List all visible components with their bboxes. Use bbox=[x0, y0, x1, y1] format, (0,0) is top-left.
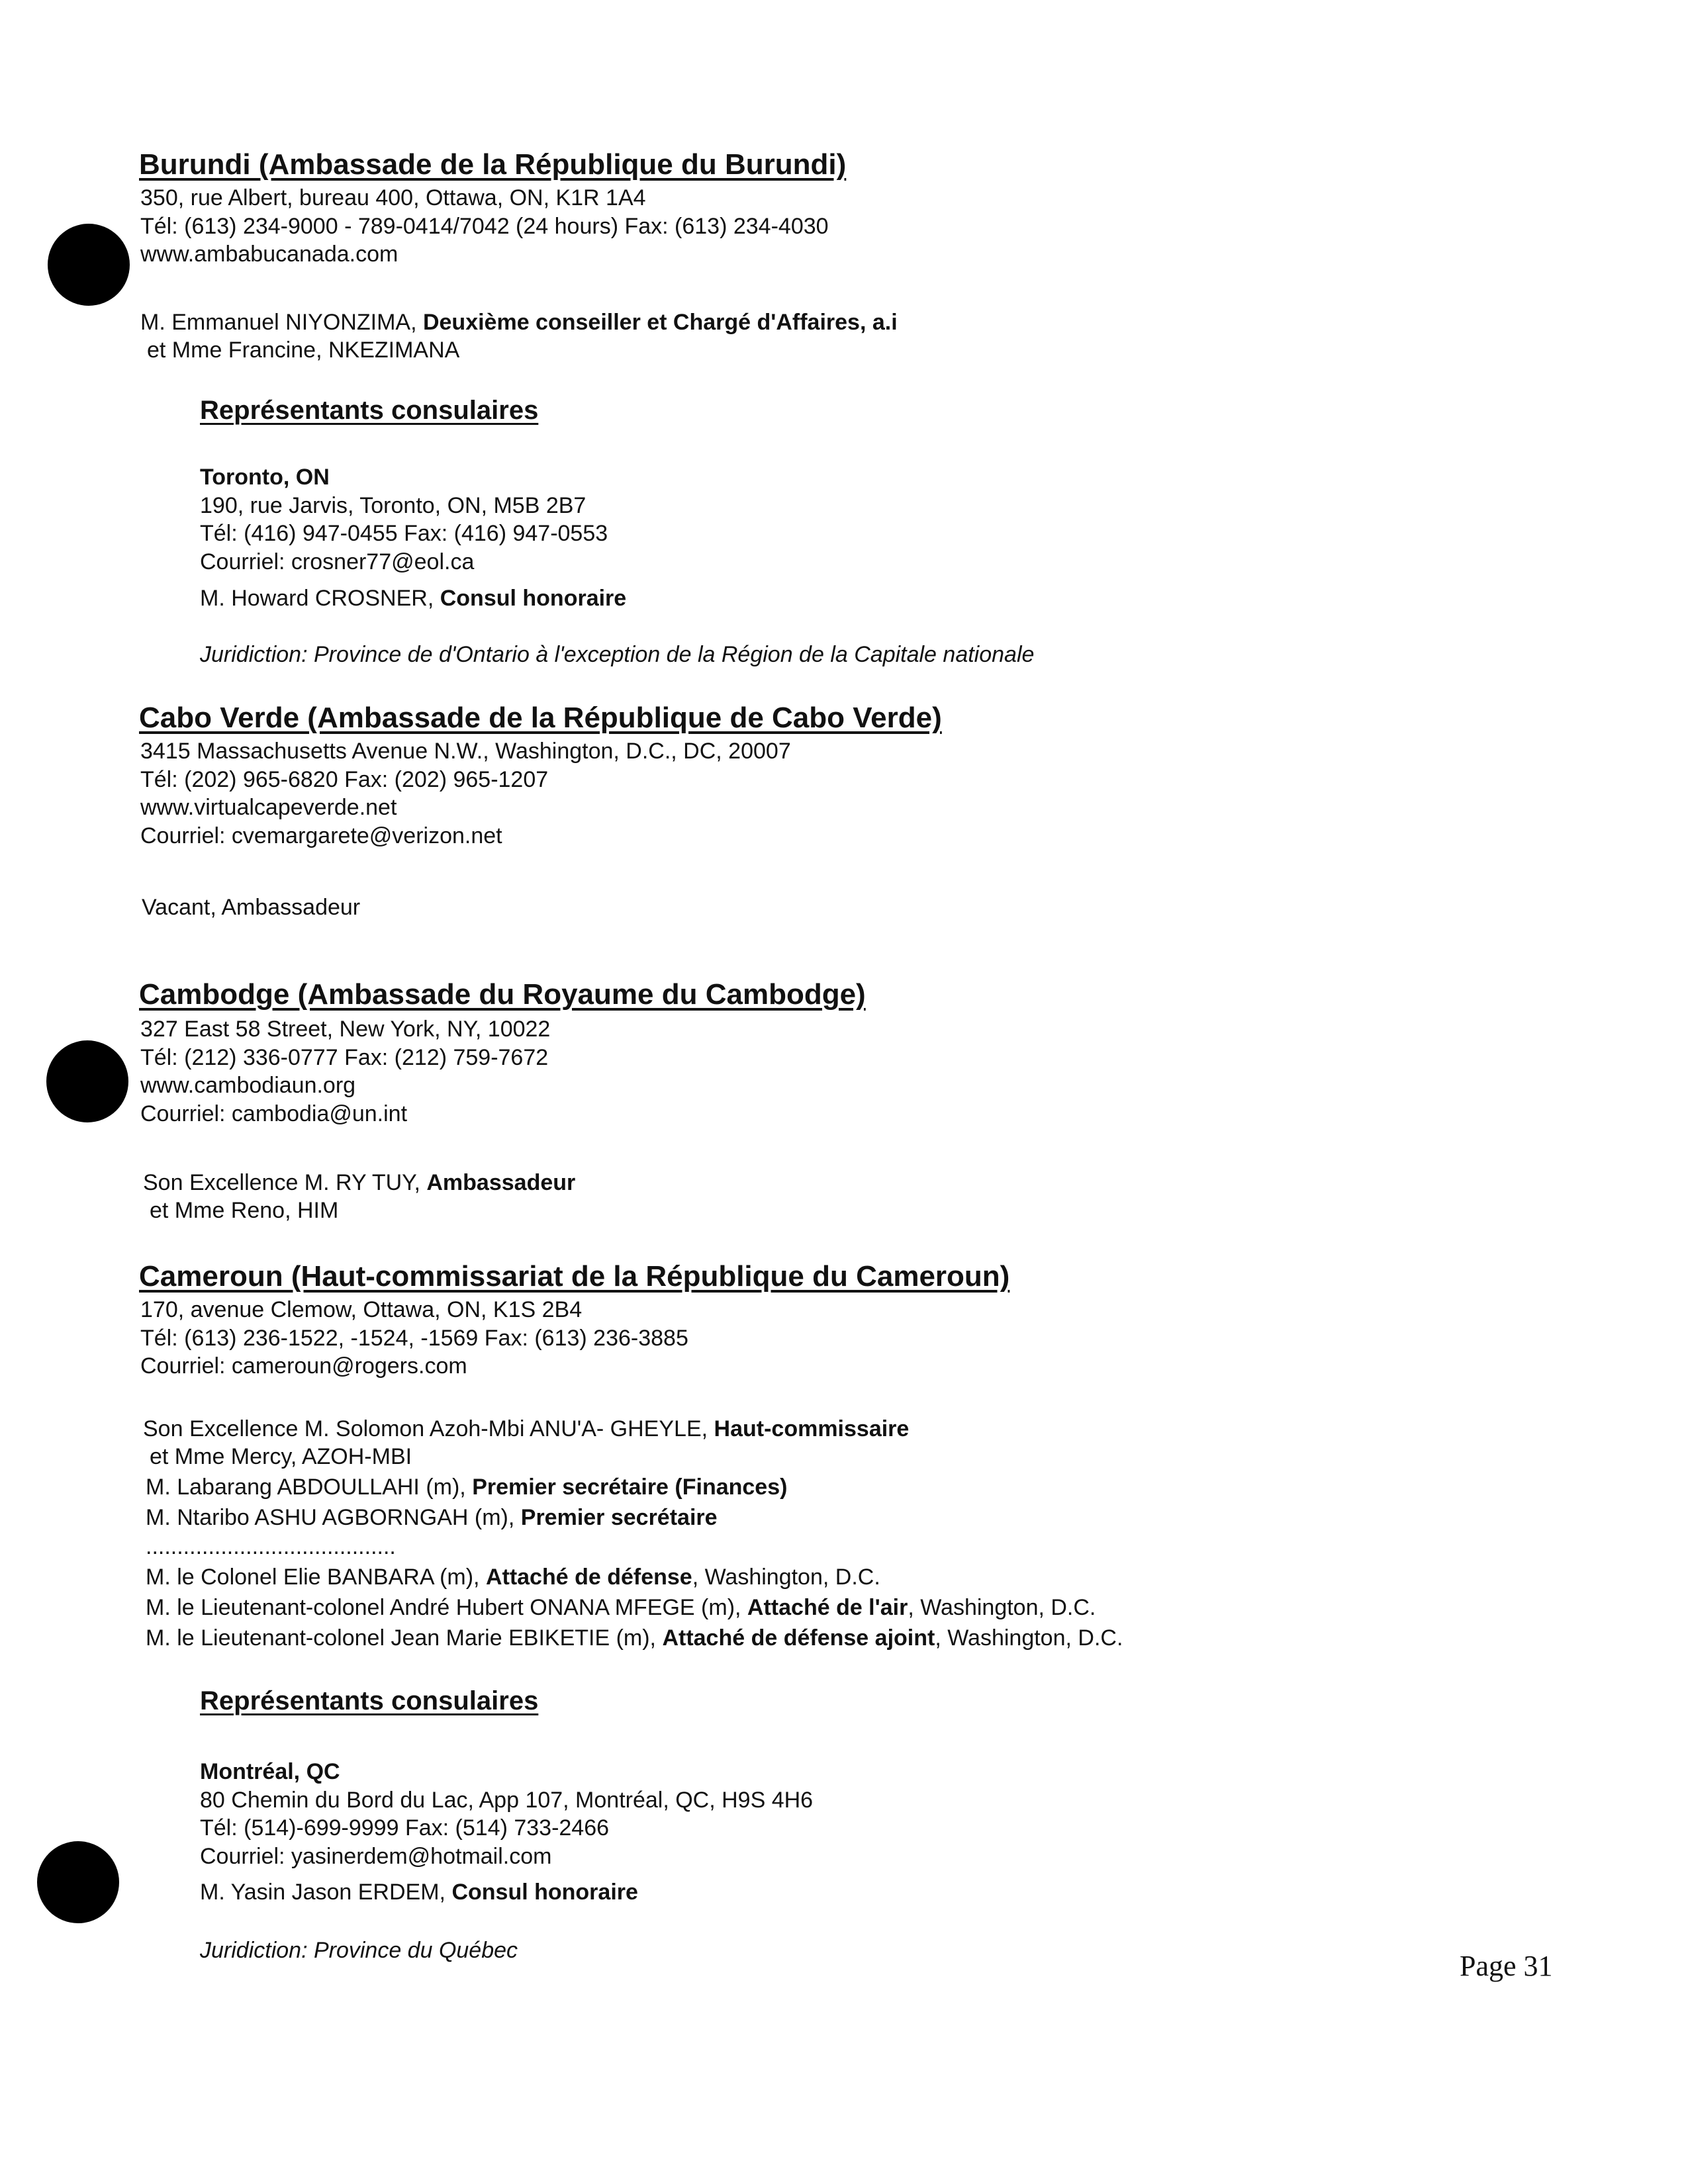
person-title: Haut-commissaire bbox=[714, 1416, 910, 1441]
person-title: Premier secrétaire (Finances) bbox=[472, 1475, 788, 1500]
consul-name: M. Howard CROSNER, bbox=[200, 586, 440, 611]
cameroun-contact bbox=[140, 1296, 688, 1381]
cabo-verde-contact bbox=[140, 737, 791, 850]
person-title: Attaché de défense ajoint bbox=[662, 1625, 935, 1651]
person-location: , Washington, D.C. bbox=[935, 1625, 1123, 1651]
person-name: M. le Colonel Elie BANBARA (m), bbox=[146, 1565, 486, 1590]
person-title: Attaché de défense bbox=[485, 1565, 692, 1590]
cabo-verde-phone: Tél: (202) 965-6820 Fax: (202) 965-1207 bbox=[140, 766, 549, 792]
consul-address: 190, rue Jarvis, Toronto, ON, M5B 2B7 bbox=[200, 492, 586, 518]
section-heading-cameroun: Cameroun (Haut-commissariat de la République du Cameroun) bbox=[139, 1260, 1010, 1293]
consul-phone: Tél: (416) 947-0455 Fax: (416) 947-0553 bbox=[200, 521, 608, 546]
cameroun-consul-person bbox=[200, 1880, 638, 1905]
person-location: , Washington, D.C. bbox=[692, 1565, 880, 1590]
burundi-address: 350, rue Albert, bureau 400, Ottawa, ON, K1R 1A4 bbox=[140, 185, 646, 210]
cambodge-website[interactable]: www.cambodiaun.org bbox=[140, 1073, 356, 1098]
section-heading-cambodge: Cambodge (Ambassade du Royaume du Cambodge) bbox=[139, 978, 866, 1011]
person-name: M. le Lieutenant-colonel Jean Marie EBIKETIE (m), bbox=[146, 1625, 663, 1651]
consul-name: M. Yasin Jason ERDEM, bbox=[200, 1880, 452, 1905]
section-heading-cabo-verde: Cabo Verde (Ambassade de la République de Cabo Verde) bbox=[139, 702, 942, 734]
burundi-phone: Tél: (613) 234-9000 - 789-0414/7042 (24 hours) Fax: (613) 234-4030 bbox=[140, 213, 829, 239]
cameroun-address: 170, avenue Clemow, Ottawa, ON, K1S 2B4 bbox=[140, 1297, 583, 1322]
person-name: Son Excellence M. Solomon Azoh-Mbi ANU'A- GHEYLE, bbox=[143, 1416, 714, 1441]
person-title: Premier secrétaire bbox=[520, 1505, 718, 1530]
consul-city: Toronto, ON bbox=[200, 465, 330, 490]
person-name: M. Ntaribo ASHU AGBORNGAH (m), bbox=[146, 1505, 521, 1530]
consul-phone: Tél: (514)-699-9999 Fax: (514) 733-2466 bbox=[200, 1815, 610, 1841]
consul-title: Consul honoraire bbox=[440, 586, 627, 611]
consul-title: Consul honoraire bbox=[451, 1880, 638, 1905]
burundi-person-1 bbox=[140, 310, 898, 336]
person-title: Ambassadeur bbox=[426, 1170, 576, 1195]
cameroun-person-6 bbox=[146, 1625, 1123, 1651]
person-name: Son Excellence M. RY TUY, bbox=[143, 1170, 427, 1195]
cameroun-person-4 bbox=[146, 1565, 880, 1590]
consul-address: 80 Chemin du Bord du Lac, App 107, Montréal, QC, H9S 4H6 bbox=[200, 1787, 814, 1813]
cambodge-phone: Tél: (212) 336-0777 Fax: (212) 759-7672 bbox=[140, 1044, 549, 1070]
person-name: M. le Lieutenant-colonel André Hubert ONANA MFEGE (m), bbox=[146, 1595, 747, 1620]
cambodge-person-spouse: et Mme Reno, HIM bbox=[150, 1198, 339, 1223]
punch-hole-middle bbox=[46, 1040, 128, 1122]
cameroun-jurisdiction: Juridiction: Province du Québec bbox=[200, 1938, 518, 1963]
cameroun-person-3 bbox=[146, 1505, 718, 1531]
punch-hole-top bbox=[48, 224, 130, 306]
burundi-consul-person bbox=[200, 586, 626, 612]
consul-city: Montréal, QC bbox=[200, 1759, 340, 1784]
person-location: , Washington, D.C. bbox=[908, 1595, 1096, 1620]
cabo-verde-address: 3415 Massachusetts Avenue N.W., Washington, D.C., DC, 20007 bbox=[140, 739, 791, 764]
consul-email: Courriel: yasinerdem@hotmail.com bbox=[200, 1843, 552, 1869]
cameroun-separator-dots: ........................................ bbox=[146, 1534, 396, 1559]
person-name: M. Emmanuel NIYONZIMA, bbox=[140, 310, 423, 335]
page-number: Page 31 bbox=[1460, 1950, 1553, 1982]
section-heading-burundi: Burundi (Ambassade de la République du Burundi) bbox=[139, 148, 847, 181]
cameroun-person-5 bbox=[146, 1595, 1096, 1621]
cabo-verde-website[interactable]: www.virtualcapeverde.net bbox=[140, 795, 397, 820]
burundi-person-1-spouse: et Mme Francine, NKEZIMANA bbox=[147, 338, 460, 363]
cabo-verde-ambassador: Vacant, Ambassadeur bbox=[142, 895, 361, 920]
cameroun-person-2 bbox=[146, 1475, 787, 1500]
consul-email: Courriel: crosner77@eol.ca bbox=[200, 549, 475, 574]
cambodge-email: Courriel: cambodia@un.int bbox=[140, 1101, 408, 1126]
cameroun-person-1-spouse: et Mme Mercy, AZOH-MBI bbox=[150, 1444, 412, 1469]
cambodge-contact bbox=[140, 1015, 550, 1128]
cameroun-person-1 bbox=[143, 1416, 909, 1442]
cambodge-person bbox=[143, 1170, 575, 1196]
burundi-jurisdiction: Juridiction: Province de d'Ontario à l'exception de la Région de la Capitale nationale bbox=[200, 642, 1035, 667]
punch-hole-bottom bbox=[37, 1841, 119, 1923]
person-title: Deuxième conseiller et Chargé d'Affaires, a.i bbox=[422, 310, 898, 335]
person-title: Attaché de l'air bbox=[747, 1595, 908, 1620]
burundi-contact bbox=[140, 184, 829, 269]
cameroun-consul-contact bbox=[200, 1758, 813, 1870]
cameroun-consular-heading: Représentants consulaires bbox=[200, 1686, 539, 1715]
cabo-verde-email: Courriel: cvemargarete@verizon.net bbox=[140, 823, 502, 848]
burundi-consul-contact bbox=[200, 463, 608, 576]
person-name: M. Labarang ABDOULLAHI (m), bbox=[146, 1475, 473, 1500]
cameroun-phone: Tél: (613) 236-1522, -1524, -1569 Fax: (613) 236-3885 bbox=[140, 1325, 688, 1351]
burundi-website[interactable]: www.ambabucanada.com bbox=[140, 242, 399, 267]
cambodge-address: 327 East 58 Street, New York, NY, 10022 bbox=[140, 1017, 551, 1042]
cameroun-email: Courriel: cameroun@rogers.com bbox=[140, 1353, 467, 1379]
burundi-consular-heading: Représentants consulaires bbox=[200, 396, 539, 425]
